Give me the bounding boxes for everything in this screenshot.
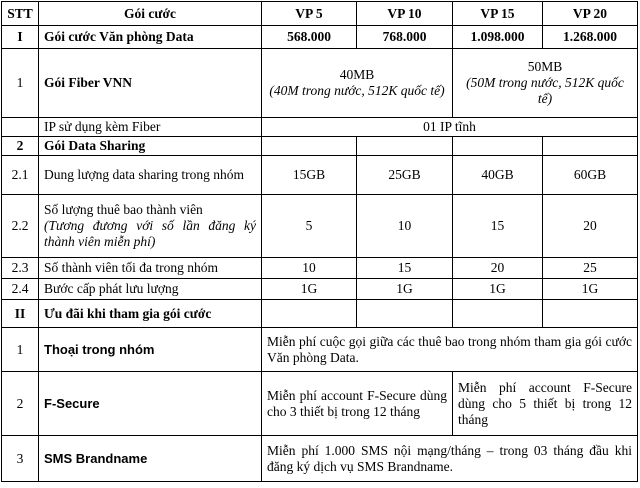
benefit-description-vp5-vp10: Miễn phí account F-Secure dùng cho 3 thiết bị trong 12 tháng xyxy=(262,372,453,436)
pricing-table xyxy=(1,1,638,482)
value-vp20: 60GB xyxy=(543,156,638,195)
fiber-speed: 50MB xyxy=(527,59,563,74)
section-number: II xyxy=(2,300,39,328)
value-vp15: 1G xyxy=(453,279,543,300)
value-vp15: 15 xyxy=(453,195,543,258)
row-label: Dung lượng data sharing trong nhóm xyxy=(39,156,262,195)
section-row xyxy=(2,137,638,156)
header-row xyxy=(2,2,638,26)
benefit-name: Thoại trong nhóm xyxy=(39,328,262,372)
row-note: (Tương đương với số lần đăng ký thành viên miễn phí) xyxy=(44,218,256,249)
row-label-cell xyxy=(39,195,262,258)
table-row xyxy=(2,195,638,258)
fiber-spec-vp15-vp20 xyxy=(453,49,638,118)
empty-cell xyxy=(357,137,453,156)
value-vp5: 10 xyxy=(262,258,357,279)
row-number: 1 xyxy=(2,49,39,118)
benefit-row xyxy=(2,436,638,482)
section-title: Ưu đãi khi tham gia gói cước xyxy=(39,300,262,328)
empty-cell xyxy=(543,137,638,156)
value-vp5: 15GB xyxy=(262,156,357,195)
empty-cell xyxy=(357,300,453,328)
header-vp15: VP 15 xyxy=(453,2,543,26)
table-row xyxy=(2,279,638,300)
empty-cell xyxy=(262,300,357,328)
empty-cell xyxy=(2,118,39,137)
fiber-spec-vp5-vp10 xyxy=(262,49,453,118)
price-vp10: 768.000 xyxy=(357,26,453,49)
row-label: Số thành viên tối đa trong nhóm xyxy=(39,258,262,279)
row-number: 2 xyxy=(2,372,39,436)
section-number: 2 xyxy=(2,137,39,156)
row-label: Số lượng thuê bao thành viên xyxy=(44,202,203,217)
row-number: 2.1 xyxy=(2,156,39,195)
value-vp10: 25GB xyxy=(357,156,453,195)
empty-cell xyxy=(262,137,357,156)
row-number: 2.3 xyxy=(2,258,39,279)
empty-cell xyxy=(543,300,638,328)
section-row xyxy=(2,300,638,328)
benefit-name: SMS Brandname xyxy=(39,436,262,482)
value-vp15: 40GB xyxy=(453,156,543,195)
header-stt: STT xyxy=(2,2,39,26)
fiber-row xyxy=(2,49,638,118)
value-vp5: 5 xyxy=(262,195,357,258)
price-vp15: 1.098.000 xyxy=(453,26,543,49)
value-vp20: 1G xyxy=(543,279,638,300)
header-vp10: VP 10 xyxy=(357,2,453,26)
ip-label: IP sử dụng kèm Fiber xyxy=(39,118,262,137)
price-vp5: 568.000 xyxy=(262,26,357,49)
row-number: 1 xyxy=(2,328,39,372)
section-number: I xyxy=(2,26,39,49)
ip-row xyxy=(2,118,638,137)
table-row xyxy=(2,258,638,279)
header-vp5: VP 5 xyxy=(262,2,357,26)
benefit-name: F-Secure xyxy=(39,372,262,436)
fiber-speed-detail: (50M trong nước, 512K quốc tế) xyxy=(466,75,624,106)
header-vp20: VP 20 xyxy=(543,2,638,26)
value-vp5: 1G xyxy=(262,279,357,300)
value-vp15: 20 xyxy=(453,258,543,279)
row-label: Bước cấp phát lưu lượng xyxy=(39,279,262,300)
value-vp10: 1G xyxy=(357,279,453,300)
fiber-plan-name: Gói Fiber VNN xyxy=(39,49,262,118)
benefit-description: Miễn phí cuộc gọi giữa các thuê bao trong nhóm tham gia gói cước Văn phòng Data. xyxy=(262,328,638,372)
empty-cell xyxy=(453,137,543,156)
row-number: 3 xyxy=(2,436,39,482)
value-vp20: 25 xyxy=(543,258,638,279)
row-number: 2.4 xyxy=(2,279,39,300)
benefit-description: Miễn phí 1.000 SMS nội mạng/tháng – trong 03 tháng đầu khi đăng ký dịch vụ SMS Brandname. xyxy=(262,436,638,482)
benefit-row xyxy=(2,328,638,372)
section-title: Gói cước Văn phòng Data xyxy=(39,26,262,49)
benefit-description-vp15-vp20: Miễn phí account F-Secure dùng cho 5 thiết bị trong 12 tháng xyxy=(453,372,638,436)
table-row xyxy=(2,156,638,195)
section-title: Gói Data Sharing xyxy=(39,137,262,156)
ip-value: 01 IP tĩnh xyxy=(262,118,638,137)
price-vp20: 1.268.000 xyxy=(543,26,638,49)
header-plan-name: Gói cước xyxy=(39,2,262,26)
value-vp10: 15 xyxy=(357,258,453,279)
row-number: 2.2 xyxy=(2,195,39,258)
fiber-speed: 40MB xyxy=(339,67,375,82)
value-vp10: 10 xyxy=(357,195,453,258)
section-row xyxy=(2,26,638,49)
empty-cell xyxy=(453,300,543,328)
benefit-row xyxy=(2,372,638,436)
fiber-speed-detail: (40M trong nước, 512K quốc tế) xyxy=(269,83,445,98)
value-vp20: 20 xyxy=(543,195,638,258)
